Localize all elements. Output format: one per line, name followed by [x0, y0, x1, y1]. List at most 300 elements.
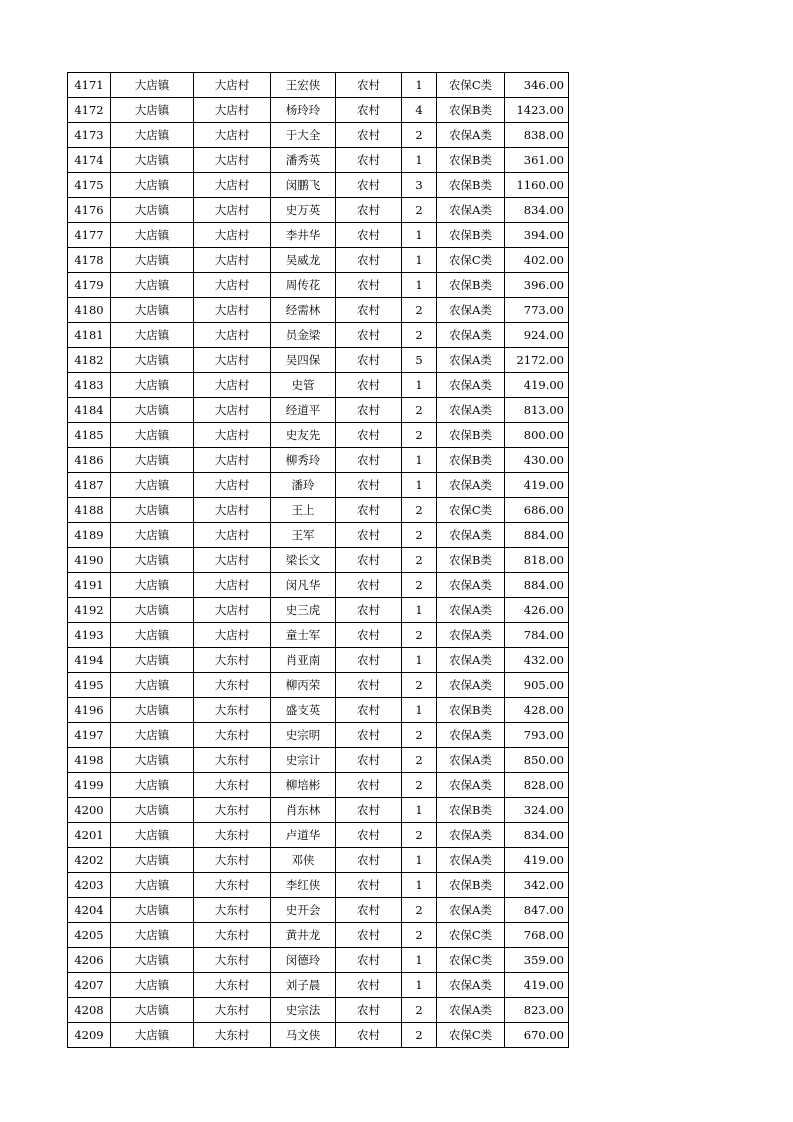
cell-record-id: 4186: [68, 448, 111, 473]
cell-record-id: 4198: [68, 748, 111, 773]
cell-insurance-class: 农保B类: [437, 423, 505, 448]
table-row: [68, 923, 569, 948]
cell-person-name: 杨玲玲: [271, 98, 336, 123]
cell-amount: 800.00: [505, 423, 569, 448]
table-row: [68, 623, 569, 648]
cell-village: 大店村: [194, 98, 271, 123]
cell-amount: 396.00: [505, 273, 569, 298]
table-row: [68, 823, 569, 848]
cell-member-count: 2: [402, 423, 437, 448]
table-row: [68, 148, 569, 173]
cell-member-count: 1: [402, 848, 437, 873]
cell-person-name: 邓侠: [271, 848, 336, 873]
cell-insurance-class: 农保B类: [437, 798, 505, 823]
cell-record-id: 4182: [68, 348, 111, 373]
cell-amount: 361.00: [505, 148, 569, 173]
cell-village: 大店村: [194, 523, 271, 548]
cell-member-count: 2: [402, 123, 437, 148]
cell-record-id: 4189: [68, 523, 111, 548]
cell-insurance-class: 农保A类: [437, 123, 505, 148]
cell-person-name: 闵德玲: [271, 948, 336, 973]
cell-member-count: 1: [402, 223, 437, 248]
cell-village: 大东村: [194, 948, 271, 973]
cell-household-type: 农村: [336, 698, 402, 723]
cell-person-name: 史宗明: [271, 723, 336, 748]
cell-person-name: 黄井龙: [271, 923, 336, 948]
cell-household-type: 农村: [336, 823, 402, 848]
cell-member-count: 1: [402, 948, 437, 973]
cell-household-type: 农村: [336, 923, 402, 948]
cell-record-id: 4177: [68, 223, 111, 248]
cell-person-name: 李井华: [271, 223, 336, 248]
cell-member-count: 2: [402, 723, 437, 748]
cell-household-type: 农村: [336, 523, 402, 548]
cell-amount: 686.00: [505, 498, 569, 523]
cell-household-type: 农村: [336, 973, 402, 998]
cell-person-name: 闵凡华: [271, 573, 336, 598]
cell-town: 大店镇: [111, 73, 194, 98]
cell-record-id: 4192: [68, 598, 111, 623]
cell-record-id: 4175: [68, 173, 111, 198]
cell-household-type: 农村: [336, 848, 402, 873]
cell-member-count: 2: [402, 673, 437, 698]
cell-village: 大店村: [194, 373, 271, 398]
cell-record-id: 4193: [68, 623, 111, 648]
cell-village: 大店村: [194, 623, 271, 648]
cell-person-name: 史三虎: [271, 598, 336, 623]
cell-household-type: 农村: [336, 573, 402, 598]
cell-person-name: 史友先: [271, 423, 336, 448]
cell-household-type: 农村: [336, 798, 402, 823]
cell-household-type: 农村: [336, 198, 402, 223]
table-row: [68, 398, 569, 423]
cell-insurance-class: 农保A类: [437, 998, 505, 1023]
cell-town: 大店镇: [111, 773, 194, 798]
cell-member-count: 2: [402, 748, 437, 773]
cell-record-id: 4185: [68, 423, 111, 448]
cell-member-count: 2: [402, 298, 437, 323]
cell-member-count: 2: [402, 923, 437, 948]
cell-person-name: 李红侠: [271, 873, 336, 898]
cell-amount: 430.00: [505, 448, 569, 473]
table-row: [68, 673, 569, 698]
cell-village: 大店村: [194, 348, 271, 373]
cell-person-name: 肖东林: [271, 798, 336, 823]
table-row: [68, 298, 569, 323]
cell-member-count: 1: [402, 248, 437, 273]
cell-household-type: 农村: [336, 173, 402, 198]
cell-village: 大店村: [194, 323, 271, 348]
cell-member-count: 1: [402, 798, 437, 823]
roster-table: [67, 72, 569, 1048]
cell-member-count: 2: [402, 823, 437, 848]
cell-insurance-class: 农保A类: [437, 473, 505, 498]
cell-record-id: 4202: [68, 848, 111, 873]
cell-member-count: 2: [402, 773, 437, 798]
cell-village: 大店村: [194, 148, 271, 173]
cell-person-name: 吴威龙: [271, 248, 336, 273]
cell-village: 大东村: [194, 898, 271, 923]
cell-member-count: 1: [402, 473, 437, 498]
cell-record-id: 4195: [68, 673, 111, 698]
cell-amount: 818.00: [505, 548, 569, 573]
cell-member-count: 2: [402, 323, 437, 348]
cell-village: 大店村: [194, 398, 271, 423]
cell-village: 大东村: [194, 723, 271, 748]
table-row: [68, 748, 569, 773]
table-row: [68, 323, 569, 348]
cell-amount: 793.00: [505, 723, 569, 748]
cell-person-name: 潘玲: [271, 473, 336, 498]
cell-village: 大东村: [194, 648, 271, 673]
cell-person-name: 柳秀玲: [271, 448, 336, 473]
cell-insurance-class: 农保A类: [437, 323, 505, 348]
cell-village: 大店村: [194, 423, 271, 448]
cell-insurance-class: 农保A类: [437, 723, 505, 748]
table-row: [68, 548, 569, 573]
cell-amount: 342.00: [505, 873, 569, 898]
cell-person-name: 王上: [271, 498, 336, 523]
cell-record-id: 4176: [68, 198, 111, 223]
table-row: [68, 773, 569, 798]
cell-person-name: 员金梁: [271, 323, 336, 348]
cell-record-id: 4183: [68, 373, 111, 398]
cell-record-id: 4204: [68, 898, 111, 923]
cell-member-count: 2: [402, 573, 437, 598]
cell-amount: 884.00: [505, 573, 569, 598]
cell-amount: 784.00: [505, 623, 569, 648]
cell-town: 大店镇: [111, 473, 194, 498]
cell-village: 大东村: [194, 698, 271, 723]
cell-village: 大店村: [194, 173, 271, 198]
cell-insurance-class: 农保A类: [437, 823, 505, 848]
cell-person-name: 卢道华: [271, 823, 336, 848]
cell-amount: 419.00: [505, 473, 569, 498]
cell-amount: 838.00: [505, 123, 569, 148]
cell-amount: 813.00: [505, 398, 569, 423]
cell-record-id: 4206: [68, 948, 111, 973]
cell-village: 大店村: [194, 73, 271, 98]
cell-person-name: 刘子晨: [271, 973, 336, 998]
cell-insurance-class: 农保A类: [437, 898, 505, 923]
cell-amount: 419.00: [505, 848, 569, 873]
cell-town: 大店镇: [111, 248, 194, 273]
cell-insurance-class: 农保C类: [437, 948, 505, 973]
table-row: [68, 848, 569, 873]
cell-household-type: 农村: [336, 98, 402, 123]
cell-village: 大东村: [194, 673, 271, 698]
table-row: [68, 448, 569, 473]
cell-member-count: 2: [402, 548, 437, 573]
cell-amount: 426.00: [505, 598, 569, 623]
table-row: [68, 98, 569, 123]
cell-person-name: 史宗计: [271, 748, 336, 773]
cell-person-name: 柳培彬: [271, 773, 336, 798]
cell-village: 大东村: [194, 848, 271, 873]
cell-amount: 346.00: [505, 73, 569, 98]
cell-household-type: 农村: [336, 498, 402, 523]
cell-village: 大东村: [194, 798, 271, 823]
cell-member-count: 2: [402, 498, 437, 523]
cell-member-count: 1: [402, 598, 437, 623]
cell-amount: 834.00: [505, 198, 569, 223]
cell-household-type: 农村: [336, 948, 402, 973]
cell-record-id: 4173: [68, 123, 111, 148]
cell-village: 大店村: [194, 248, 271, 273]
cell-member-count: 1: [402, 373, 437, 398]
cell-town: 大店镇: [111, 1023, 194, 1048]
cell-record-id: 4184: [68, 398, 111, 423]
cell-amount: 419.00: [505, 373, 569, 398]
cell-town: 大店镇: [111, 123, 194, 148]
table-row: [68, 423, 569, 448]
cell-insurance-class: 农保A类: [437, 673, 505, 698]
cell-record-id: 4190: [68, 548, 111, 573]
cell-person-name: 王宏侠: [271, 73, 336, 98]
cell-household-type: 农村: [336, 323, 402, 348]
table-row: [68, 648, 569, 673]
table-row: [68, 123, 569, 148]
cell-town: 大店镇: [111, 798, 194, 823]
cell-member-count: 1: [402, 273, 437, 298]
cell-amount: 670.00: [505, 1023, 569, 1048]
cell-record-id: 4179: [68, 273, 111, 298]
cell-member-count: 4: [402, 98, 437, 123]
cell-member-count: 2: [402, 198, 437, 223]
cell-town: 大店镇: [111, 448, 194, 473]
cell-village: 大店村: [194, 298, 271, 323]
cell-insurance-class: 农保B类: [437, 698, 505, 723]
cell-household-type: 农村: [336, 623, 402, 648]
cell-village: 大东村: [194, 823, 271, 848]
cell-town: 大店镇: [111, 223, 194, 248]
table-row: [68, 523, 569, 548]
cell-insurance-class: 农保A类: [437, 598, 505, 623]
cell-person-name: 马文侠: [271, 1023, 336, 1048]
cell-insurance-class: 农保C类: [437, 923, 505, 948]
cell-town: 大店镇: [111, 673, 194, 698]
cell-village: 大店村: [194, 273, 271, 298]
cell-town: 大店镇: [111, 898, 194, 923]
cell-town: 大店镇: [111, 598, 194, 623]
table-row: [68, 598, 569, 623]
cell-insurance-class: 农保B类: [437, 173, 505, 198]
cell-amount: 884.00: [505, 523, 569, 548]
cell-household-type: 农村: [336, 1023, 402, 1048]
cell-town: 大店镇: [111, 698, 194, 723]
cell-town: 大店镇: [111, 323, 194, 348]
cell-town: 大店镇: [111, 923, 194, 948]
cell-member-count: 2: [402, 1023, 437, 1048]
cell-insurance-class: 农保A类: [437, 198, 505, 223]
cell-town: 大店镇: [111, 373, 194, 398]
cell-town: 大店镇: [111, 948, 194, 973]
cell-member-count: 1: [402, 73, 437, 98]
table-row: [68, 173, 569, 198]
cell-household-type: 农村: [336, 348, 402, 373]
cell-insurance-class: 农保C类: [437, 73, 505, 98]
cell-village: 大店村: [194, 548, 271, 573]
cell-household-type: 农村: [336, 998, 402, 1023]
cell-village: 大店村: [194, 448, 271, 473]
cell-insurance-class: 农保A类: [437, 573, 505, 598]
cell-member-count: 2: [402, 898, 437, 923]
cell-town: 大店镇: [111, 198, 194, 223]
cell-person-name: 史万英: [271, 198, 336, 223]
cell-town: 大店镇: [111, 573, 194, 598]
cell-member-count: 1: [402, 973, 437, 998]
cell-record-id: 4178: [68, 248, 111, 273]
cell-member-count: 2: [402, 998, 437, 1023]
cell-member-count: 1: [402, 648, 437, 673]
cell-village: 大店村: [194, 123, 271, 148]
cell-household-type: 农村: [336, 723, 402, 748]
cell-record-id: 4187: [68, 473, 111, 498]
cell-village: 大店村: [194, 198, 271, 223]
cell-town: 大店镇: [111, 173, 194, 198]
cell-insurance-class: 农保A类: [437, 373, 505, 398]
cell-household-type: 农村: [336, 548, 402, 573]
roster-body: [68, 73, 569, 1048]
table-row: [68, 948, 569, 973]
cell-person-name: 王军: [271, 523, 336, 548]
cell-village: 大东村: [194, 923, 271, 948]
cell-member-count: 1: [402, 698, 437, 723]
cell-village: 大店村: [194, 498, 271, 523]
cell-record-id: 4171: [68, 73, 111, 98]
cell-household-type: 农村: [336, 248, 402, 273]
cell-insurance-class: 农保A类: [437, 523, 505, 548]
cell-person-name: 潘秀英: [271, 148, 336, 173]
cell-town: 大店镇: [111, 873, 194, 898]
cell-amount: 324.00: [505, 798, 569, 823]
cell-town: 大店镇: [111, 973, 194, 998]
cell-record-id: 4174: [68, 148, 111, 173]
cell-person-name: 史宗法: [271, 998, 336, 1023]
cell-record-id: 4181: [68, 323, 111, 348]
cell-amount: 402.00: [505, 248, 569, 273]
cell-amount: 419.00: [505, 973, 569, 998]
cell-household-type: 农村: [336, 223, 402, 248]
cell-amount: 773.00: [505, 298, 569, 323]
cell-insurance-class: 农保B类: [437, 873, 505, 898]
cell-person-name: 梁长文: [271, 548, 336, 573]
cell-insurance-class: 农保B类: [437, 98, 505, 123]
cell-village: 大店村: [194, 598, 271, 623]
cell-household-type: 农村: [336, 373, 402, 398]
cell-amount: 432.00: [505, 648, 569, 673]
cell-household-type: 农村: [336, 298, 402, 323]
cell-record-id: 4196: [68, 698, 111, 723]
cell-insurance-class: 农保A类: [437, 773, 505, 798]
cell-record-id: 4207: [68, 973, 111, 998]
cell-town: 大店镇: [111, 848, 194, 873]
cell-person-name: 肖亚南: [271, 648, 336, 673]
cell-record-id: 4203: [68, 873, 111, 898]
cell-person-name: 经需林: [271, 298, 336, 323]
cell-town: 大店镇: [111, 998, 194, 1023]
cell-insurance-class: 农保B类: [437, 148, 505, 173]
cell-insurance-class: 农保A类: [437, 748, 505, 773]
cell-insurance-class: 农保C类: [437, 248, 505, 273]
cell-household-type: 农村: [336, 148, 402, 173]
table-row: [68, 73, 569, 98]
cell-household-type: 农村: [336, 73, 402, 98]
cell-record-id: 4188: [68, 498, 111, 523]
cell-person-name: 史管: [271, 373, 336, 398]
cell-amount: 2172.00: [505, 348, 569, 373]
cell-insurance-class: 农保A类: [437, 348, 505, 373]
table-row: [68, 473, 569, 498]
cell-amount: 905.00: [505, 673, 569, 698]
cell-person-name: 周传花: [271, 273, 336, 298]
cell-member-count: 1: [402, 148, 437, 173]
cell-record-id: 4208: [68, 998, 111, 1023]
cell-amount: 847.00: [505, 898, 569, 923]
cell-record-id: 4209: [68, 1023, 111, 1048]
table-row: [68, 873, 569, 898]
cell-person-name: 经道平: [271, 398, 336, 423]
cell-town: 大店镇: [111, 548, 194, 573]
cell-member-count: 2: [402, 623, 437, 648]
cell-member-count: 3: [402, 173, 437, 198]
table-row: [68, 798, 569, 823]
cell-insurance-class: 农保A类: [437, 398, 505, 423]
table-row: [68, 573, 569, 598]
cell-village: 大东村: [194, 998, 271, 1023]
cell-amount: 1160.00: [505, 173, 569, 198]
cell-amount: 834.00: [505, 823, 569, 848]
table-row: [68, 348, 569, 373]
table-row: [68, 998, 569, 1023]
cell-village: 大东村: [194, 973, 271, 998]
cell-record-id: 4205: [68, 923, 111, 948]
cell-town: 大店镇: [111, 423, 194, 448]
cell-amount: 828.00: [505, 773, 569, 798]
cell-person-name: 吴四保: [271, 348, 336, 373]
cell-town: 大店镇: [111, 298, 194, 323]
cell-town: 大店镇: [111, 823, 194, 848]
cell-village: 大东村: [194, 773, 271, 798]
cell-village: 大店村: [194, 573, 271, 598]
cell-insurance-class: 农保A类: [437, 648, 505, 673]
cell-household-type: 农村: [336, 898, 402, 923]
cell-amount: 850.00: [505, 748, 569, 773]
cell-village: 大店村: [194, 473, 271, 498]
table-row: [68, 223, 569, 248]
cell-town: 大店镇: [111, 623, 194, 648]
table-row: [68, 248, 569, 273]
cell-town: 大店镇: [111, 348, 194, 373]
cell-record-id: 4194: [68, 648, 111, 673]
cell-record-id: 4199: [68, 773, 111, 798]
cell-household-type: 农村: [336, 473, 402, 498]
table-row: [68, 723, 569, 748]
cell-amount: 768.00: [505, 923, 569, 948]
cell-town: 大店镇: [111, 748, 194, 773]
cell-person-name: 闵鹏飞: [271, 173, 336, 198]
cell-person-name: 史开会: [271, 898, 336, 923]
cell-person-name: 童士军: [271, 623, 336, 648]
cell-amount: 1423.00: [505, 98, 569, 123]
table-row: [68, 973, 569, 998]
table-row: [68, 273, 569, 298]
cell-household-type: 农村: [336, 448, 402, 473]
cell-insurance-class: 农保A类: [437, 973, 505, 998]
cell-person-name: 柳丙荣: [271, 673, 336, 698]
cell-household-type: 农村: [336, 423, 402, 448]
cell-person-name: 于大全: [271, 123, 336, 148]
